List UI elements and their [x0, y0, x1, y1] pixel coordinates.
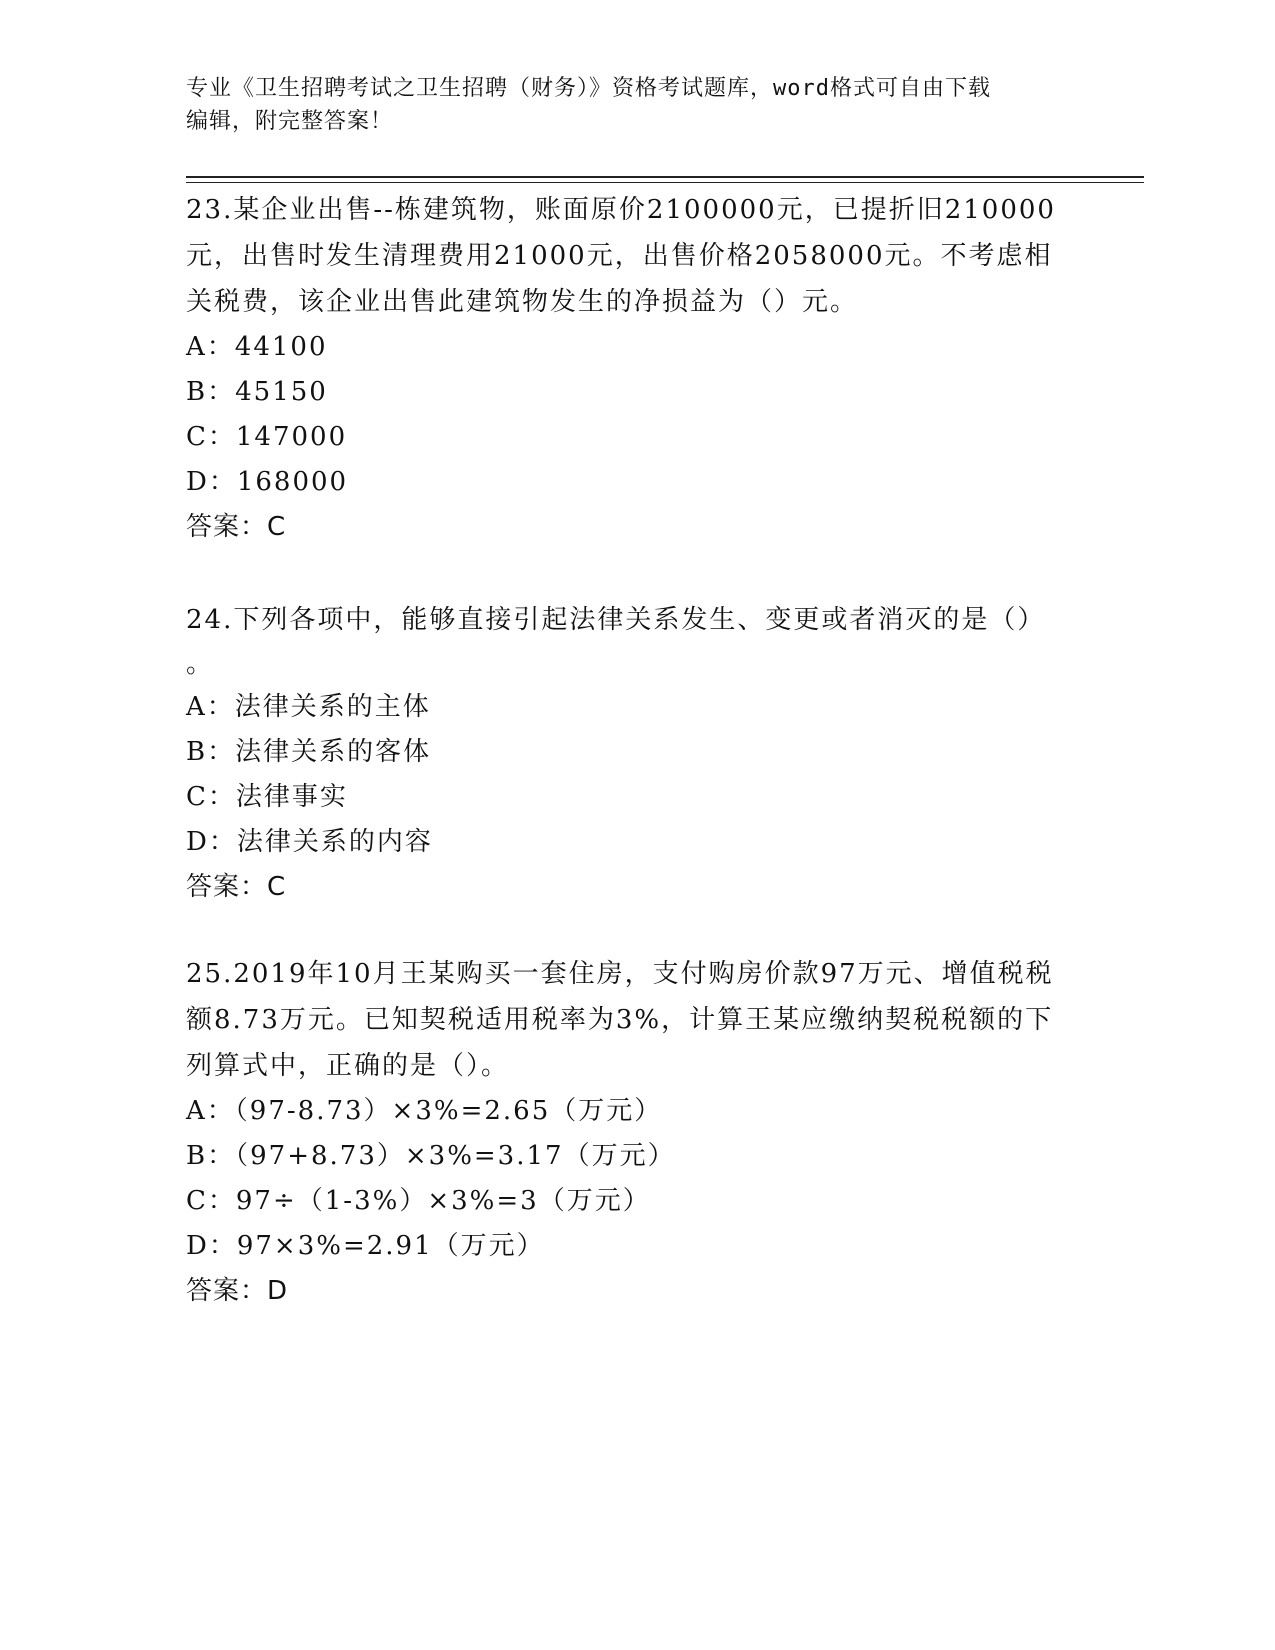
answer-text: 答案：D [186, 1276, 289, 1306]
header-divider-thick [186, 176, 1144, 178]
header-divider-thin [186, 182, 1144, 183]
question-25 [186, 951, 1076, 1314]
option-d: D：97×3%=2.91（万元） [186, 1231, 545, 1261]
answer-text: 答案：C [186, 872, 287, 902]
option-d: D：168000 [186, 467, 349, 497]
option-a: A：44100 [186, 332, 328, 362]
question-stem-line: 25.2019年10月王某购买一套住房，支付购房价款97万元、增值税税 [186, 959, 1054, 989]
header-line-1: 专业《卫生招聘考试之卫生招聘（财务）》资格考试题库，word格式可自由下载 [186, 76, 991, 101]
option-a: A：法律关系的主体 [186, 692, 431, 722]
answer-text: 答案：C [186, 512, 287, 542]
question-stem-line: 额8.73万元。已知契税适用税率为3%，计算王某应缴纳契税税额的下 [186, 1005, 1054, 1035]
question-stem-line: 关税费，该企业出售此建筑物发生的净损益为（）元。 [186, 287, 859, 317]
question-23 [186, 187, 1076, 550]
question-stem-line: 。 [186, 649, 215, 679]
question-stem-line: 23.某企业出售--栋建筑物，账面原价2100000元，已提折旧210000 [186, 195, 1056, 225]
option-c: C：147000 [186, 422, 348, 452]
option-b: B：（97+8.73）×3%=3.17（万元） [186, 1141, 676, 1171]
option-c: C：97÷（1-3%）×3%=3（万元） [186, 1186, 651, 1216]
option-d: D：法律关系的内容 [186, 827, 433, 857]
option-b: B：45150 [186, 377, 328, 407]
question-24 [186, 597, 1076, 910]
question-stem-line: 24.下列各项中，能够直接引起法律关系发生、变更或者消灭的是（） [186, 605, 1046, 635]
option-c: C：法律事实 [186, 782, 348, 812]
question-stem-line: 列算式中，正确的是（）。 [186, 1051, 510, 1081]
header-line-2: 编辑，附完整答案！ [186, 109, 394, 134]
question-stem-line: 元，出售时发生清理费用21000元，出售价格2058000元。不考虑相 [186, 241, 1053, 271]
option-a: A：（97-8.73）×3%=2.65（万元） [186, 1096, 663, 1126]
document-header [186, 72, 1086, 138]
option-b: B：法律关系的客体 [186, 737, 432, 767]
